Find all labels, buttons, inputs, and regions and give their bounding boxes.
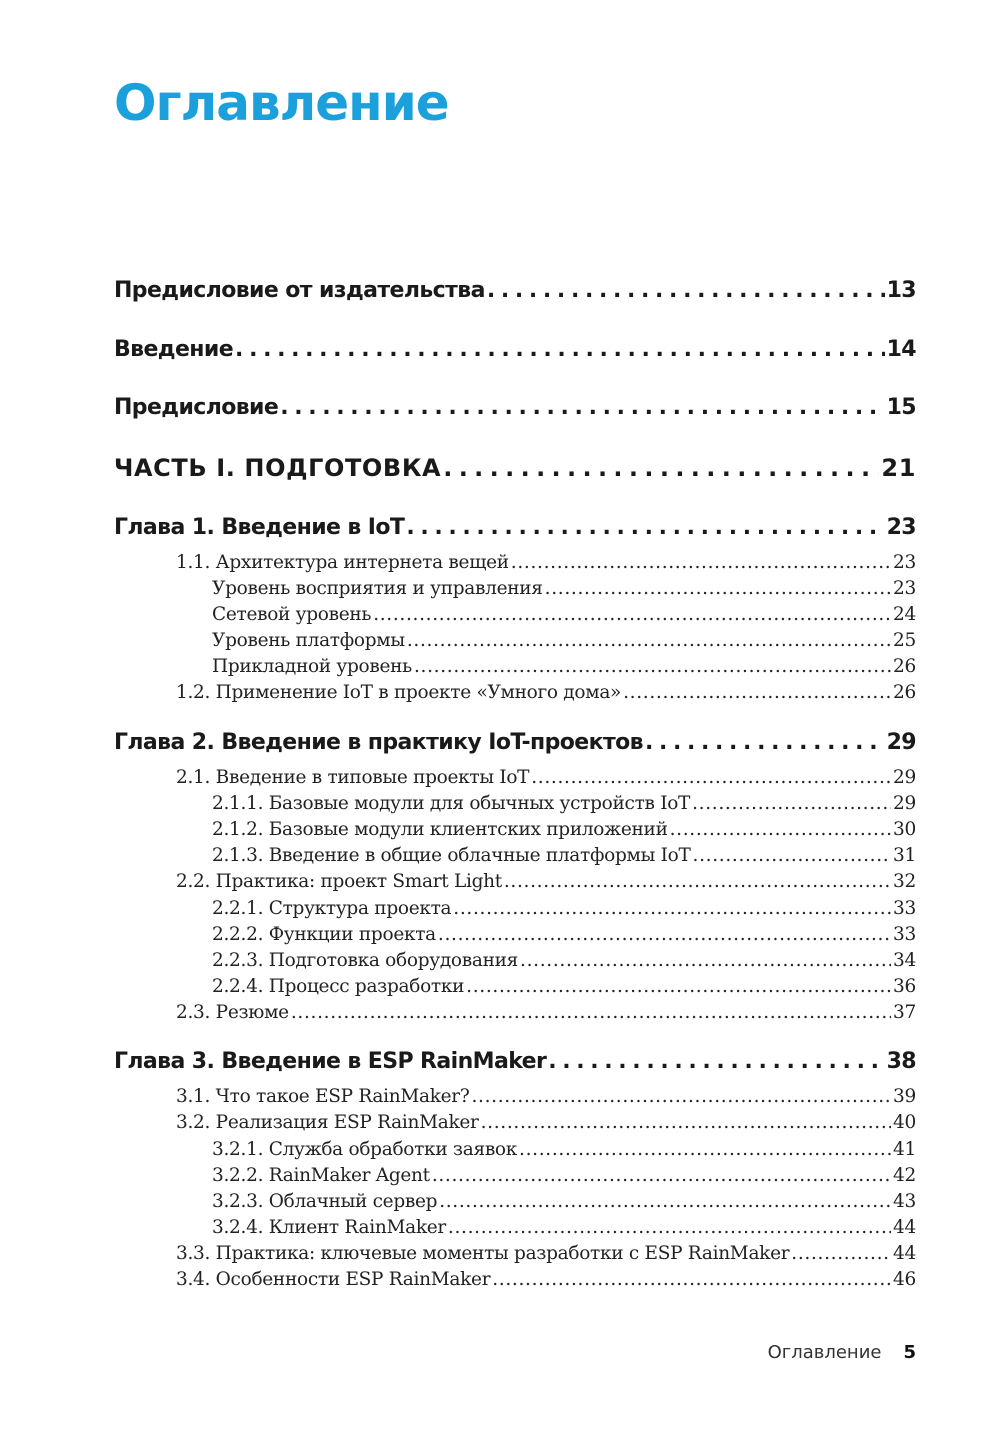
toc-entry-label: 2.2.2. Функции проекта [212, 924, 436, 945]
toc-entry-subsection[interactable] [212, 604, 916, 630]
toc-entry-page: 37 [893, 1002, 916, 1023]
toc-entry-part-1[interactable] [114, 454, 916, 486]
toc-entry-label: Уровень платформы [212, 630, 405, 651]
toc-entry-subsection[interactable] [212, 898, 916, 924]
toc-leader-dots [692, 793, 891, 814]
toc-entry-page: 32 [893, 871, 916, 892]
toc-leader-dots [693, 845, 892, 866]
toc-entry-label: 3.2. Реализация ESP RainMaker [176, 1112, 479, 1133]
toc-leader-dots [438, 924, 891, 945]
toc-entry-introduction[interactable] [114, 337, 916, 369]
toc-entry-page: 13 [886, 278, 916, 303]
toc-entry-section[interactable] [176, 682, 916, 708]
toc-entry-page: 24 [893, 604, 916, 625]
toc-entry-subsection[interactable] [212, 819, 916, 845]
toc-entry-page: 33 [893, 898, 916, 919]
toc-entry-page: 38 [886, 1049, 916, 1074]
toc-entry-subsection[interactable] [212, 1191, 916, 1217]
toc-entry-page: 26 [893, 656, 916, 677]
toc-leader-dots [439, 1191, 891, 1212]
toc-entry-subsection[interactable] [212, 1139, 916, 1165]
toc-leader-dots [492, 1269, 891, 1290]
toc-entry-label: 2.2. Практика: проект Smart Light [176, 871, 502, 892]
toc-entry-page: 25 [893, 630, 916, 651]
toc-entry-page: 42 [893, 1165, 916, 1186]
toc-entry-label: Глава 2. Введение в практику IoT-проектов [114, 730, 643, 755]
toc-entry-section[interactable] [176, 1002, 916, 1028]
toc-entry-label: ЧАСТЬ I. ПОДГОТОВКА [114, 454, 442, 482]
toc-leader-dots [520, 950, 891, 971]
toc-entry-page: 44 [893, 1217, 916, 1238]
toc-leader-dots [548, 1049, 884, 1074]
toc-leader-dots [645, 730, 885, 755]
toc-entry-page: 46 [893, 1269, 916, 1290]
toc-entry-publisher-preface[interactable] [114, 278, 916, 310]
toc-entry-subsection[interactable] [212, 793, 916, 819]
toc-entry-page: 15 [886, 395, 916, 420]
toc-entry-label: 3.2.2. RainMaker Agent [212, 1165, 430, 1186]
toc-entry-label: Введение [114, 337, 234, 362]
toc-entry-subsection[interactable] [212, 1165, 916, 1191]
toc-entry-label: Глава 1. Введение в IoT [114, 515, 405, 540]
toc-entry-page: 44 [893, 1243, 916, 1264]
toc-leader-dots [481, 1112, 891, 1133]
toc-entry-label: 1.2. Применение IoT в проекте «Умного дома» [176, 682, 622, 703]
toc-leader-dots [414, 656, 891, 677]
toc-leader-dots [519, 1139, 891, 1160]
toc-entry-page: 23 [893, 552, 916, 573]
toc-entry-page: 14 [886, 337, 916, 362]
toc-entry-section[interactable] [176, 1112, 916, 1138]
toc-entry-subsection[interactable] [212, 578, 916, 604]
toc-entry-page: 43 [893, 1191, 916, 1212]
toc-leader-dots [487, 278, 885, 303]
toc-entry-section[interactable] [176, 1243, 916, 1269]
toc-entry-page: 29 [893, 793, 916, 814]
toc-entry-label: 2.2.4. Процесс разработки [212, 976, 465, 997]
toc-leader-dots [531, 767, 891, 788]
toc-entry-label: 3.2.1. Служба обработки заявок [212, 1139, 518, 1160]
toc-entry-subsection[interactable] [212, 1217, 916, 1243]
toc-entry-label: 2.2.1. Структура проекта [212, 898, 452, 919]
toc-leader-dots [504, 871, 891, 892]
toc-entry-page: 41 [893, 1139, 916, 1160]
toc-leader-dots [373, 604, 891, 625]
page-footer [768, 1342, 916, 1363]
toc-entry-page: 39 [893, 1086, 916, 1107]
toc-entry-subsection[interactable] [212, 924, 916, 950]
toc-leader-dots [291, 1002, 891, 1023]
toc-entry-label: 2.2.3. Подготовка оборудования [212, 950, 519, 971]
toc-entry-preface[interactable] [114, 395, 916, 427]
toc-entry-chapter-1[interactable] [114, 515, 916, 547]
page-title: Оглавление [114, 74, 449, 132]
toc-leader-dots [511, 552, 891, 573]
toc-entry-page: 36 [893, 976, 916, 997]
toc-entry-subsection[interactable] [212, 630, 916, 656]
toc-leader-dots [432, 1165, 891, 1186]
toc-entry-label: Предисловие [114, 395, 279, 420]
toc-leader-dots [406, 515, 884, 540]
toc-leader-dots [791, 1243, 891, 1264]
toc-entry-page: 21 [881, 454, 916, 482]
toc-entry-chapter-3[interactable] [114, 1049, 916, 1081]
toc-entry-subsection[interactable] [212, 845, 916, 871]
toc-entry-label: 2.1.1. Базовые модули для обычных устройств IoT [212, 793, 691, 814]
toc-entry-label: 3.1. Что такое ESP RainMaker? [176, 1086, 470, 1107]
footer-section-title: Оглавление [767, 1342, 882, 1363]
toc-entry-label: Предисловие от издательства [114, 278, 485, 303]
toc-entry-label: Глава 3. Введение в ESP RainMaker [114, 1049, 547, 1074]
toc-entry-label: 2.1.3. Введение в общие облачные платформы IoT [212, 845, 691, 866]
toc-entry-page: 40 [893, 1112, 916, 1133]
toc-entry-label: Сетевой уровень [212, 604, 372, 625]
toc-entry-section[interactable] [176, 871, 916, 897]
toc-entry-page: 29 [893, 767, 916, 788]
toc-entry-section[interactable] [176, 552, 916, 578]
toc-leader-dots [545, 578, 891, 599]
toc-leader-dots [453, 898, 891, 919]
toc-entry-section[interactable] [176, 767, 916, 793]
toc-entry-page: 23 [886, 515, 916, 540]
toc-entry-label: 2.1.2. Базовые модули клиентских приложений [212, 819, 668, 840]
toc-entry-label: Прикладной уровень [212, 656, 412, 677]
toc-entry-page: 33 [893, 924, 916, 945]
toc-entry-label: 2.3. Резюме [176, 1002, 289, 1023]
toc-leader-dots [623, 682, 891, 703]
toc-entry-page: 34 [893, 950, 916, 971]
toc-leader-dots [407, 630, 891, 651]
toc-entry-page: 29 [886, 730, 916, 755]
toc-entry-label: 3.4. Особенности ESP RainMaker [176, 1269, 491, 1290]
toc-entry-label: 2.1. Введение в типовые проекты IoT [176, 767, 530, 788]
toc-leader-dots [448, 1217, 891, 1238]
toc-entry-label: 3.3. Практика: ключевые моменты разработки с ESP RainMaker [176, 1243, 790, 1264]
toc-entry-section[interactable] [176, 1269, 916, 1295]
toc-leader-dots [443, 454, 879, 482]
toc-leader-dots [466, 976, 891, 997]
toc-entry-subsection[interactable] [212, 976, 916, 1002]
toc-leader-dots [471, 1086, 891, 1107]
toc-leader-dots [235, 337, 885, 362]
toc-entry-subsection[interactable] [212, 656, 916, 682]
footer-page-number: 5 [903, 1342, 916, 1363]
toc-entry-subsection[interactable] [212, 950, 916, 976]
toc-entry-page: 31 [893, 845, 916, 866]
toc-entry-label: 1.1. Архитектура интернета вещей [176, 552, 509, 573]
toc-entry-page: 30 [893, 819, 916, 840]
toc-entry-page: 26 [893, 682, 916, 703]
toc-entry-chapter-2[interactable] [114, 730, 916, 762]
toc-entry-label: Уровень восприятия и управления [212, 578, 543, 599]
toc-entry-label: 3.2.4. Клиент RainMaker [212, 1217, 446, 1238]
toc-leader-dots [670, 819, 891, 840]
toc-entry-section[interactable] [176, 1086, 916, 1112]
toc-entry-page: 23 [893, 578, 916, 599]
toc-entry-label: 3.2.3. Облачный сервер [212, 1191, 438, 1212]
toc-leader-dots [280, 395, 884, 420]
